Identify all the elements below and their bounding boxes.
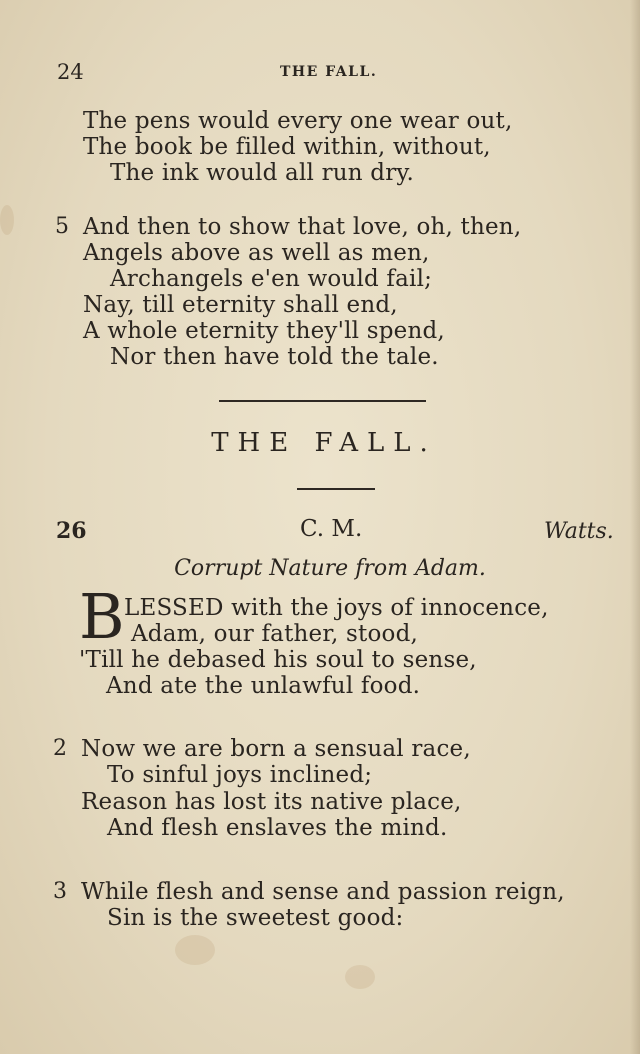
verse-line: Reason has lost its native place,	[81, 789, 462, 815]
hymn-subtitle: Corrupt Nature from Adam.	[174, 556, 486, 581]
verse-line: Sin is the sweetest good:	[107, 905, 404, 931]
verse-line: Nor then have told the tale.	[110, 344, 439, 370]
hymn-author: Watts.	[544, 519, 614, 544]
page-number: 24	[57, 60, 84, 84]
drop-cap: B	[79, 580, 125, 653]
verse-line: Archangels e'en would fail;	[110, 266, 433, 292]
verse-line: Now we are born a sensual race,	[81, 736, 471, 762]
paper-stain	[175, 935, 215, 965]
stanza-number: 5	[55, 214, 69, 239]
verse-line: While flesh and sense and passion reign,	[81, 879, 565, 905]
hymn-number: 26	[56, 518, 87, 544]
hymn-meter: C. M.	[300, 516, 363, 542]
verse-line: Angels above as well as men,	[83, 240, 430, 266]
verse-line: And then to show that love, oh, then,	[83, 214, 522, 240]
verse-line: The ink would all run dry.	[110, 160, 415, 186]
paper-stain	[0, 205, 14, 235]
section-rule	[219, 400, 426, 402]
verse-line: The book be filled within, without,	[83, 134, 491, 160]
running-head: THE FALL.	[280, 64, 378, 80]
stanza-number: 2	[53, 736, 67, 761]
page-header	[57, 60, 577, 88]
verse-line: A whole eternity they'll spend,	[83, 318, 445, 344]
verse-line: Nay, till eternity shall end,	[83, 292, 398, 318]
verse-line: Adam, our father, stood,	[131, 621, 418, 647]
paper-stain	[345, 965, 375, 989]
verse-line: To sinful joys inclined;	[107, 762, 373, 788]
verse-line: And flesh enslaves the mind.	[107, 815, 448, 841]
title-rule	[297, 488, 375, 490]
page-edge-shade	[630, 0, 640, 1054]
verse-line: The pens would every one wear out,	[83, 108, 513, 134]
verse-line: And ate the unlawful food.	[106, 673, 421, 699]
verse-line: 'Till he debased his soul to sense,	[79, 647, 477, 673]
stanza-number: 3	[53, 879, 67, 904]
section-title: THE FALL.	[211, 428, 437, 458]
verse-line: LESSED with the joys of innocence,	[124, 595, 549, 621]
